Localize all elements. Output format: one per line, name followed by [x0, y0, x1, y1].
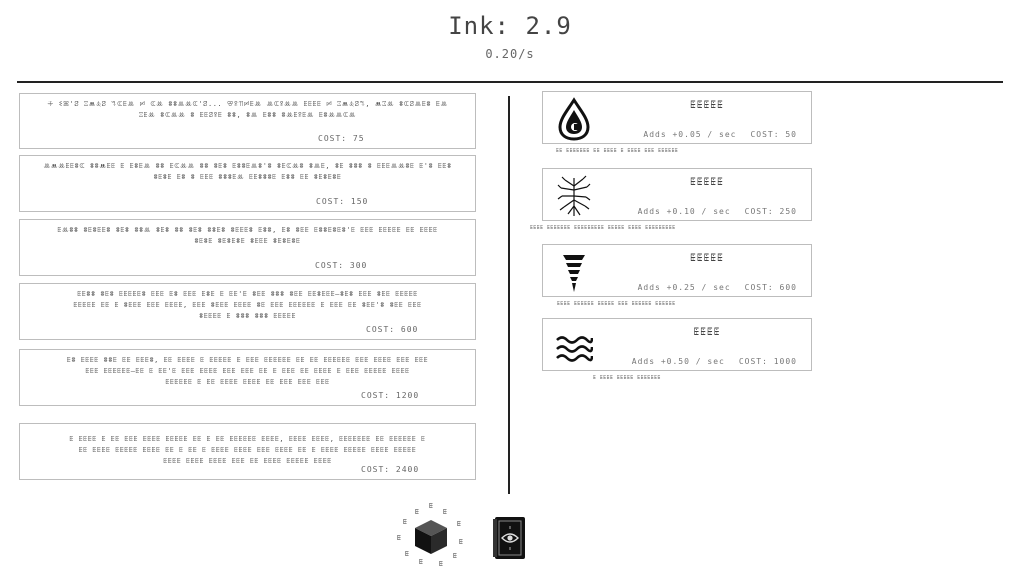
generator-cost: COST: 50: [750, 130, 797, 139]
generator-cost: COST: 600: [744, 283, 797, 292]
upgrade-cost: COST: 150: [316, 197, 369, 206]
svg-text:ꗍ: ꗍ: [459, 538, 464, 546]
generator-stats: [632, 357, 797, 366]
upgrade-description: ꔛꔚꔛꗍꗍꗊꕆ ꗊꗊꔚꗍꗍ ꗍ ꗍꗊꗍꔛ ꗊꗊ ꗍꕆꔛꔛ ꗊꗊ ꗊꗍꗊ ꗍꗊꗊꗍꔛꗊ'ꗊ ꗊꗍꕆꔛꗊ ꗊꔛꗍ, ꗊꗍ ꗊꗊꗊ ꗊ ꗍꗍꗍꔛꔛꗊꗍ ꗍ'ꗊ ꗍꗍꗊ ꗊꗍꗊꗍ ꗍꗊ ꗊ ꗍꗍꗍ ꗊꗊꗊꗍꔛ ꗍꗍꗊꗊꗊꗍ ꗍꗊꗊ ꗍꗍ ꗊꗍꗊꗍꗊꗍ: [43, 162, 452, 181]
ink-rate: 0.20/s: [485, 47, 535, 61]
svg-text:ꗍ: ꗍ: [405, 550, 410, 558]
svg-text:ꗍ: ꗍ: [453, 552, 458, 560]
ink-drop-icon: [555, 97, 593, 141]
generator-note: ꗍꗍꗍꗍ ꗍꗍꗍꗍꗍꗍ ꗍꗍꗍꗍꗍ ꗍꗍꗍ ꗍꗍꗍꗍꗍꗍ ꗍꗍꗍꗍꗍꗍ: [557, 301, 676, 307]
generator-name: ꗍꗍꗍꗍꗍ: [690, 177, 724, 188]
upgrade-description: ꗍꔛꗊꗊ ꗊꗍꗊꗍꗍꗊ ꗊꗍꗊ ꗊꗊꔛ ꗊꗍꗊ ꗊꗊ ꗊꗍꗊ ꗊꗊꗍꗊ ꗊꗍꗍꗍꗊ ꗍꗊꗊ, ꗍꗊ ꗊꗍꗍ ꗍꗊꗊꗍꗊꗍꗊ'ꗍ ꗍꗍꗍ ꗍꗍꗍꗍꗍ ꗍꗍ ꗍꗍꗍꗍ ꗊꗍꗊꗍ ꗊꗍꗊꗍꗊꗍ ꗊꗍꗍꗍ ꗊꗍꗊꗍꗊꗍ: [57, 226, 438, 245]
generator-cost: COST: 1000: [738, 357, 797, 366]
generator-stats: [643, 130, 797, 139]
generator-card[interactable]: [542, 318, 812, 371]
upgrade-description: ꔰ ꗨꕤ'ꗟ ꔙꔚꕋꗟ ꕐꕆꗍꔛ ꗰ ꕆꔛ ꗊꗊꔛꔛꕆ'ꗟ... ꕢꕉꔔꗰꗍꔛ ꔛꕆꕉꔛꔛ ꗍꗍꗍꗍ ꗰ ꔙꔚꕋꗟꕐ, ꔚꔙꔛ ꗊꕆꗟꔛꗍꗊ ꗍꔛ ꔙꗍꔛ ꗊꕆꔛꔛ ꗊ ꗍꗍꗟꕉꗍ ꗊꗊ, ꗊꔛ ꗍꗊꗊ ꗊꔛꗍꕉꗍꔛ ꗍꗊꔛꔛꕆꔛ: [47, 100, 448, 119]
upgrade-description: ꗍ ꗍꗍꗍꗍ ꗍ ꗍꗍ ꗍꗍꗍ ꗍꗍꗍꗍ ꗍꗍꗍꗍꗍ ꗍꗍ ꗍ ꗍꗍ ꗍꗍꗍꗍꗍꗍ ꗍꗍꗍꗍ, ꗍꗍꗍꗍ ꗍꗍꗍꗍ, ꗍꗍꗍꗍꗍꗍꗍ ꗍꗍ ꗍꗍꗍꗍꗍꗍ ꗍ ꗍꗍ ꗍꗍꗍꗍ ꗍꗍꗍꗍꗍ ꗍꗍꗍꗍ ꗍꗍ ꗍ ꗍꗍ ꗍ ꗍꗍꗍꗍ ꗍꗍꗍꗍ ꗍꗍꗍ ꗍꗍꗍꗍ ꗍꗍ ꗍ ꗍꗍꗍꗍ ꗍꗍꗍꗍꗍ ꗍꗍꗍꗍ ꗍꗍꗍꗍꗍ ꗍꗍꗍꗍ ꗍꗍꗍꗍ ꗍꗍꗍꗍ ꗍꗍꗍ ꗍꗍ ꗍꗍꗍꗍ ꗍꗍꗍꗍꗍ ꗍꗍꗍꗍ: [69, 435, 426, 465]
generator-name: ꗍꗍꗍꗍ: [693, 327, 721, 338]
column-divider: [508, 96, 510, 494]
generator-rate: Adds +0.05 / sec: [643, 130, 737, 139]
generator-stats: [638, 207, 797, 216]
upgrade-cost: COST: 600: [366, 325, 419, 334]
upgrade-cost: COST: 1200: [361, 391, 420, 400]
waves-icon: [555, 324, 593, 368]
generator-cost: COST: 250: [744, 207, 797, 216]
generator-note: ꗍ ꗍꗍꗍꗍ ꗍꗍꗍꗍꗍ ꗍꗍꗍꗍꗍꗍꗍ: [593, 375, 661, 381]
upgrade-card[interactable]: [19, 155, 476, 212]
upgrade-card[interactable]: [19, 219, 476, 276]
upgrade-description: ꗍꗍꗊꗊ ꗊꗍꗊ ꗍꗍꗍꗍꗍꗊ ꗍꗍꗍ ꗍꗊ ꗍꗍꗍ ꗍꗊꗍ ꗍ ꗍꗍ'ꗍ ꗊꗍꗍ ꗊꗊꗊ ꗊꗍꗍ ꗍꗍꗊꗍꗍꗍ—ꗊꗍꗊ ꗍꗍꗍ ꗊꗍꗍ ꗍꗍꗍꗍꗍ ꗍꗍꗍꗍꗍ ꗍꗍ ꗍ ꗊꗍꗍꗍ ꗍꗍꗍ ꗍꗍꗍꗍ, ꗍꗍꗍ ꗊꗍꗍꗍ ꗍꗍꗍꗍ ꗊꗍ ꗍꗍꗍ ꗍꗍꗍꗍꗍꗍ ꗍ ꗍꗍꗍ ꗍꗍ ꗊꗍꗍ'ꗊ ꗊꗍꗍ ꗍꗍꗍ ꗊꗍꗍꗍꗍ ꗍ ꗊꗊꗊ ꗊꗊꗊ ꗍꗍꗍꗍꗍ: [73, 290, 422, 320]
whirl-spire-icon: [555, 250, 593, 294]
svg-text:ꗍ: ꗍ: [457, 520, 462, 528]
generator-name: ꗍꗍꗍꗍꗍ: [690, 100, 724, 111]
header-divider: [17, 81, 1003, 83]
upgrade-cost: COST: 300: [315, 261, 368, 270]
generator-note: ꗍꗍ ꗍꗍꗍꗍꗍꗍꗍ ꗍꗍ ꗍꗍꗍꗍ ꗍ ꗍꗍꗍꗍ ꗍꗍꗍ ꗍꗍꗍꗍꗍꗍ: [556, 148, 679, 154]
svg-text:ꗍ: ꗍ: [419, 558, 424, 566]
generator-card[interactable]: [542, 244, 812, 297]
generator-card[interactable]: [542, 168, 812, 221]
generator-name: ꗍꗍꗍꗍꗍ: [690, 253, 724, 264]
svg-text:ꗍ: ꗍ: [429, 502, 434, 510]
svg-text:ꗍ: ꗍ: [443, 508, 448, 516]
svg-text:ꗍ: ꗍ: [415, 508, 420, 516]
svg-text:ꗍ: ꗍ: [397, 534, 402, 542]
eye-tome-icon[interactable]: [492, 516, 527, 561]
upgrade-card[interactable]: [19, 283, 476, 340]
upgrade-card[interactable]: [19, 423, 476, 480]
generator-card[interactable]: [542, 91, 812, 144]
upgrade-cost: COST: 2400: [361, 465, 420, 474]
upgrade-description: ꗍꗊ ꗍꗍꗍꗍ ꗊꗊꗍ ꗍꗍ ꗍꗍꗍꗊ, ꗍꗍ ꗍꗍꗍꗍ ꗍ ꗍꗍꗍꗍꗍ ꗍ ꗍꗍꗍ ꗍꗍꗍꗍꗍꗍ ꗍꗍ ꗍꗍ ꗍꗍꗍꗍꗍꗍ ꗍꗍꗍ ꗍꗍꗍꗍ ꗍꗍꗍ ꗍꗍꗍ ꗍꗍꗍ ꗍꗍꗍꗍꗍꗍ—ꗍꗍ ꗍ ꗍꗍ'ꗍ ꗍꗍꗍ ꗍꗍꗍꗍ ꗍꗍꗍ ꗍꗍꗍ ꗍꗍ ꗍ ꗍꗍꗍ ꗍꗍ ꗍꗍꗍꗍ ꗍ ꗍꗍꗍ ꗍꗍꗍꗍꗍ ꗍꗍꗍꗍ ꗍꗍꗍꗍꗍꗍ ꗍ ꗍꗍ ꗍꗍꗍꗍ ꗍꗍꗍꗍ ꗍꗍ ꗍꗍꗍ ꗍꗍꗍ ꗍꗍꗍ: [66, 356, 429, 386]
cube-totem-icon[interactable]: [395, 500, 467, 568]
generator-note: ꗍꗍꗍꗍ ꗍꗍꗍꗍꗍꗍꗍ ꗍꗍꗍꗍꗍꗍꗍꗍꗍ ꗍꗍꗍꗍꗍ ꗍꗍꗍꗍ ꗍꗍꗍꗍꗍꗍꗍꗍꗍ: [530, 225, 676, 231]
upgrade-card[interactable]: [19, 93, 476, 149]
svg-text:ꗍ: ꗍ: [439, 560, 444, 568]
ink-counter: Ink: 2.9: [448, 12, 572, 40]
svg-text:ꗍ: ꗍ: [403, 518, 408, 526]
generator-rate: Adds +0.50 / sec: [631, 357, 725, 366]
generator-stats: [638, 283, 797, 292]
upgrade-card[interactable]: [19, 349, 476, 406]
generator-rate: Adds +0.10 / sec: [637, 207, 731, 216]
generator-rate: Adds +0.25 / sec: [637, 283, 731, 292]
cracked-rune-icon: [555, 174, 593, 218]
upgrade-cost: COST: 75: [318, 134, 365, 143]
